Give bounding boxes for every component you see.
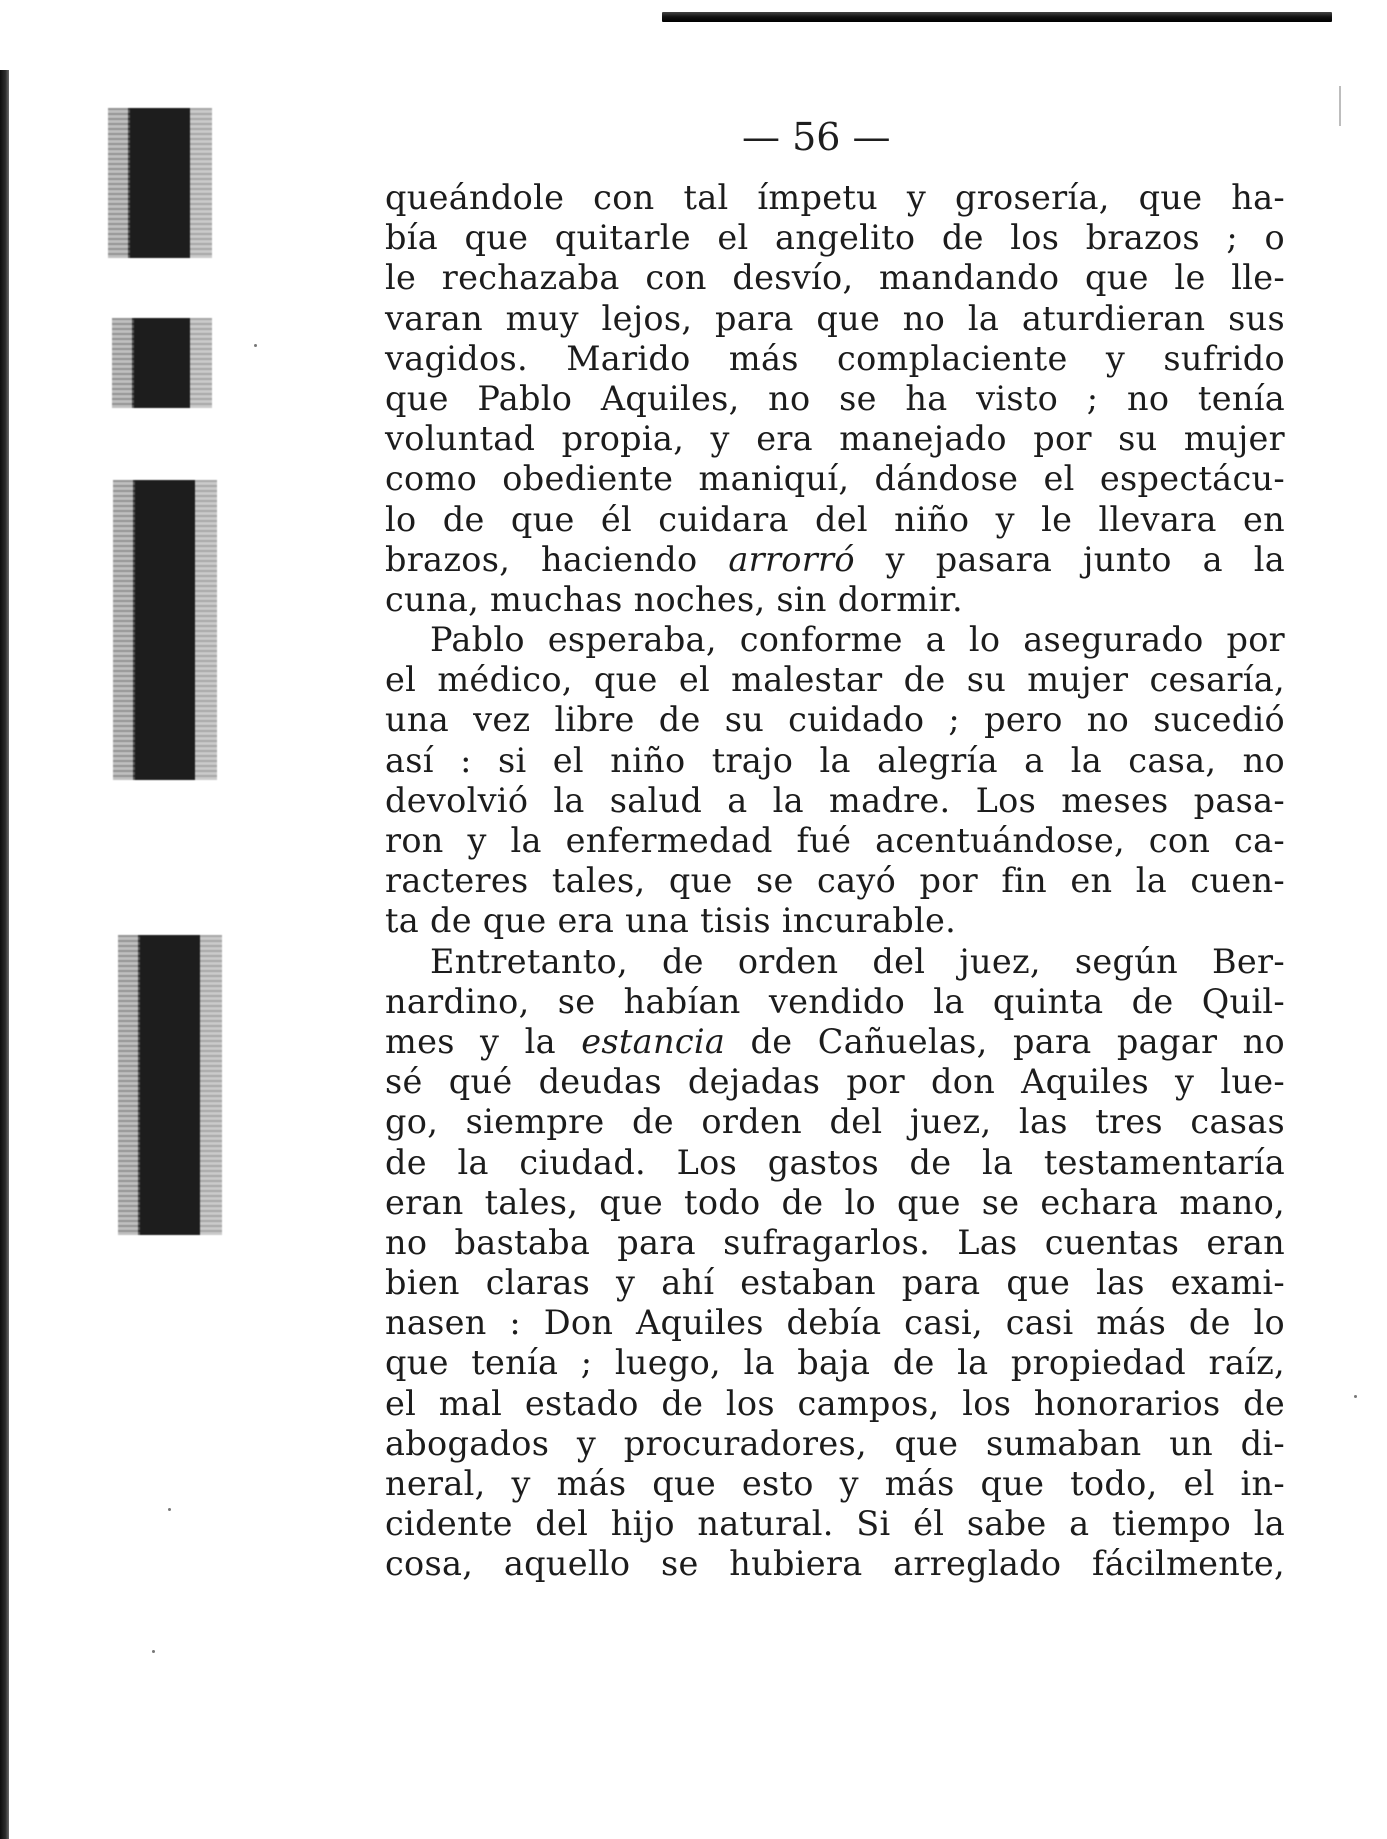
binding-shadow-2 [132, 318, 190, 408]
paragraph [385, 942, 1285, 1585]
text-line: lo de que él cuidara del niño y le llevara en [385, 499, 1285, 539]
scan-margin-mark [1339, 86, 1341, 126]
scan-speck [254, 344, 257, 347]
binding-shadow-4 [138, 935, 200, 1235]
body-text [385, 178, 1285, 1585]
text-line: bía que quitarle el angelito de los brazos ; o [385, 218, 1285, 258]
scan-speck [1354, 1395, 1357, 1398]
text-line: así : si el niño trajo la alegría a la casa, no [385, 740, 1285, 780]
text-line: racteres tales, que se cayó por fin en la cuen- [385, 861, 1285, 901]
text-line: eran tales, que todo de lo que se echara mano, [385, 1182, 1285, 1222]
text-line: cidente del hijo natural. Si él sabe a tiempo la [385, 1504, 1285, 1544]
text-line: voluntad propia, y era manejado por su mujer [385, 419, 1285, 459]
page-number: — 56 — [742, 115, 891, 159]
text-line: cosa, aquello se hubiera arreglado fácilmente, [385, 1544, 1285, 1584]
text-segment: de Cañuelas, para pagar no [725, 1021, 1285, 1061]
scan-speck [152, 1650, 155, 1653]
text-line: que tenía ; luego, la baja de la propiedad raíz, [385, 1343, 1285, 1383]
text-line: Entretanto, de orden del juez, según Ber- [430, 941, 1285, 981]
text-line: ron y la enfermedad fué acentuándose, con ca- [385, 821, 1285, 860]
text-line: vagidos. Marido más complaciente y sufrido [385, 338, 1285, 378]
text-line: neral, y más que esto y más que todo, el in- [385, 1464, 1285, 1503]
text-line: no bastaba para sufragarlos. Las cuentas eran [385, 1222, 1285, 1262]
text-line: que Pablo Aquiles, no se ha visto ; no tenía [385, 378, 1285, 418]
text-segment: y pasara junto a la [854, 539, 1285, 579]
binding-shadow-3 [133, 480, 195, 780]
text-line: go, siempre de orden del juez, las tres casas [385, 1102, 1285, 1142]
scan-edge-shadow [0, 70, 9, 1839]
text-line: de la ciudad. Los gastos de la testamentaría [385, 1142, 1285, 1182]
text-line: varan muy lejos, para que no la aturdieran sus [385, 298, 1285, 338]
text-line: abogados y procuradores, que sumaban un di- [385, 1423, 1285, 1463]
text-line: una vez libre de su cuidado ; pero no sucedió [385, 700, 1285, 740]
paragraph [385, 620, 1285, 942]
text-line: ta de que era una tisis incurable. [385, 901, 957, 941]
text-segment: mes y la [385, 1021, 582, 1061]
text-line: devolvió la salud a la madre. Los meses pasa- [385, 780, 1285, 820]
text-segment: brazos, haciendo [385, 539, 729, 579]
binding-shadow-1 [128, 108, 190, 258]
text-line: nasen : Don Aquiles debía casi, casi más de lo [385, 1303, 1285, 1343]
text-line: el médico, que el malestar de su mujer cesaría, [385, 660, 1285, 700]
text-line: nardino, se habían vendido la quinta de Quil- [385, 981, 1285, 1021]
text-line: el mal estado de los campos, los honorarios de [385, 1383, 1285, 1423]
paragraph [385, 178, 1285, 620]
text-line: bien claras y ahí estaban para que las exami- [385, 1263, 1285, 1303]
text-line: sé qué deudas dejadas por don Aquiles y lue- [385, 1062, 1285, 1102]
italic-term: estancia [581, 1021, 726, 1061]
text-line [385, 1022, 1285, 1062]
text-line [385, 540, 1285, 580]
top-rule-line [662, 12, 1332, 22]
text-line: Pablo esperaba, conforme a lo asegurado por [430, 620, 1285, 660]
text-line: cuna, muchas noches, sin dormir. [385, 579, 963, 619]
scan-speck [168, 1508, 171, 1511]
text-line: queándole con tal ímpetu y grosería, que ha- [385, 178, 1285, 217]
text-line: como obediente maniquí, dándose el espectácu- [385, 459, 1285, 499]
text-line: le rechazaba con desvío, mandando que le lle- [385, 258, 1285, 298]
italic-term: arrorró [728, 539, 855, 579]
